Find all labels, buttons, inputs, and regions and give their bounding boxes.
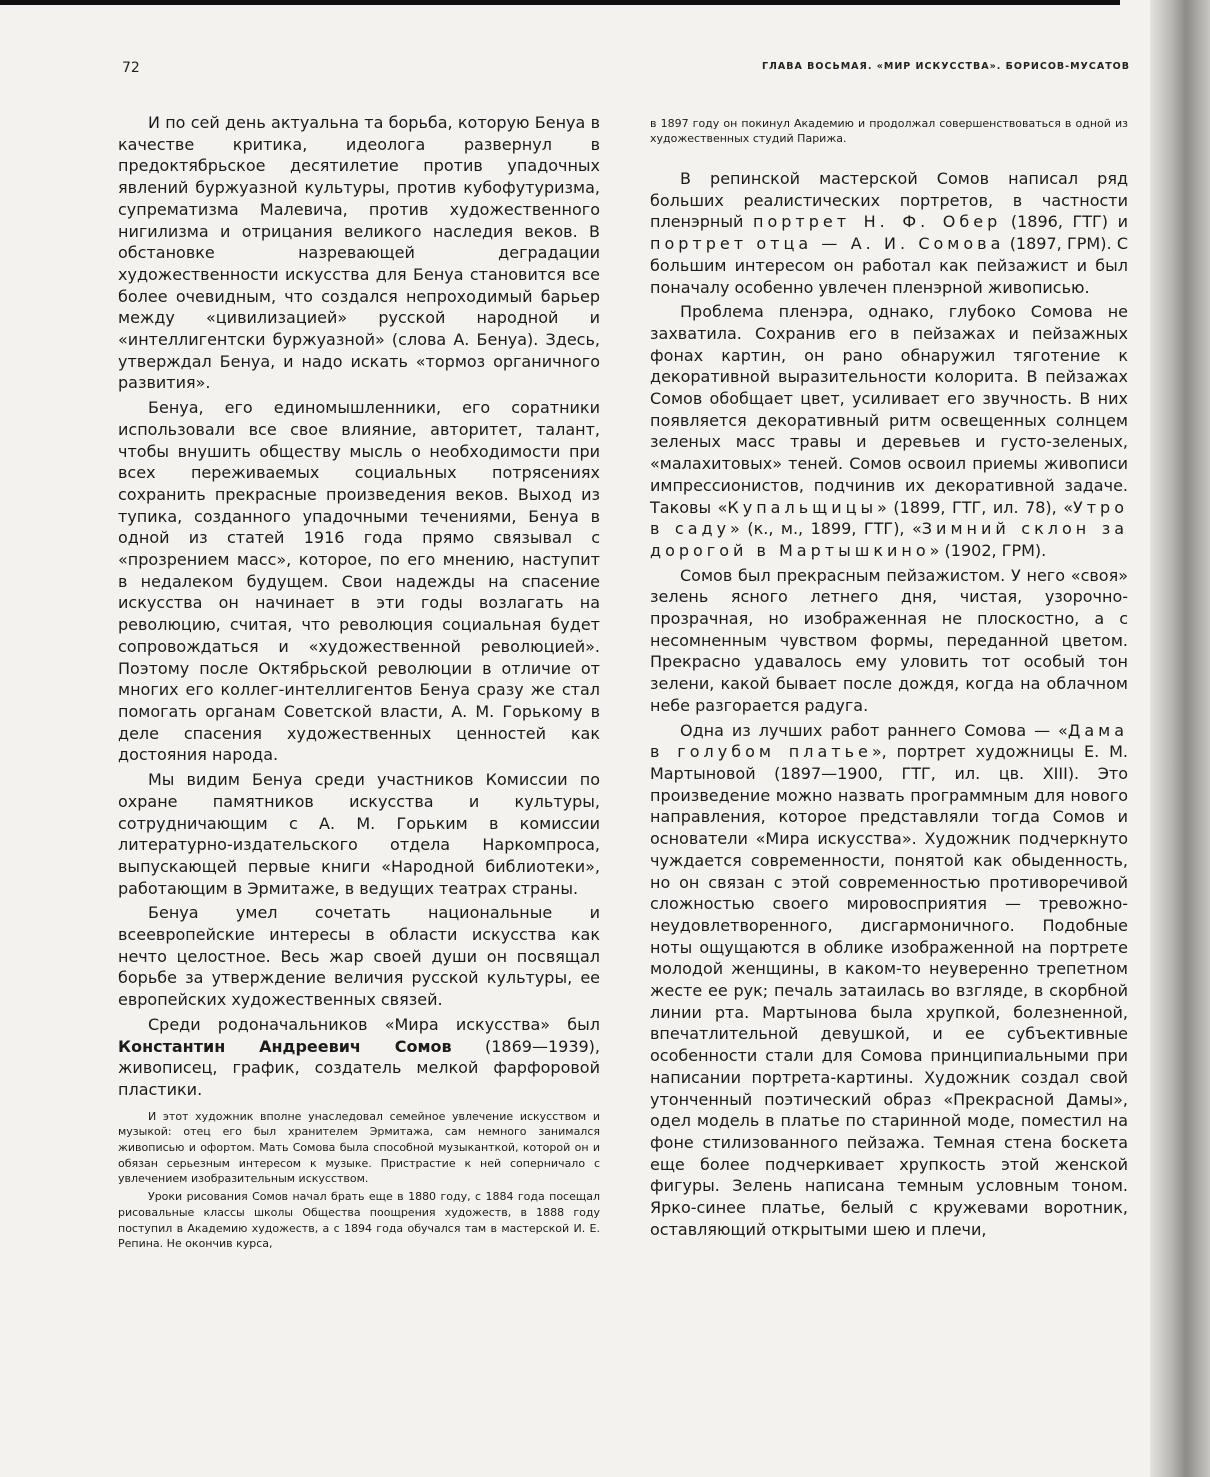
text-span: » (1902, ГРМ). bbox=[929, 540, 1047, 560]
artwork-title: Утро в саду bbox=[650, 497, 1128, 539]
artwork-title: Дама в голубом платье bbox=[650, 720, 1128, 762]
artwork-title: портрет отца — А. И. Сомова bbox=[650, 234, 1005, 254]
left-column bbox=[118, 112, 600, 1254]
paragraph bbox=[650, 720, 1128, 1241]
text-span: Среди родоначальников «Мира искусства» был bbox=[148, 1014, 600, 1034]
paragraph bbox=[650, 301, 1128, 561]
paragraph: Бенуа, его единомышленники, его соратники использовали все свое влияние, авторитет, талант, чтобы внушить обществу мысль о необходимости при всех переживаемых социальных потрясениях сохранить прекрасные произведения веков. Выход из тупика, созданного упадочными течениями, Бенуа в одной из статей 1916 года прямо связывал с «прозрением масс», которое, по его мнению, наступит в недалеком будущем. Свои надежды на спасение искусства он начинает в эти годы возлагать на революцию, считая, что революция социальная будет сопровождаться и «художественной революцией». Поэтому после Октябрьской революции в отличие от многих его коллег-интеллигентов Бенуа сразу же стал помогать органам Советской власти, А. М. Горькому в деле спасения художественных ценностей как достояния народа. bbox=[118, 398, 600, 765]
paragraph bbox=[650, 168, 1128, 298]
artwork-title: Купальщицы bbox=[727, 497, 878, 517]
paragraph: Бенуа умел сочетать национальные и всеевропейские интересы в области искусства как нечто целостное. Весь жар своей души он посвящал борьбе за утверждение величия русской культуры, ее европейских художественных связей. bbox=[118, 903, 600, 1010]
text-span: В репинской мастерской Сомов написал ряд больших реалистических портретов, в частности пленэрный bbox=[650, 169, 1128, 232]
text-span: (1896, ГТГ) и bbox=[1001, 212, 1128, 232]
paragraph: И по сей день актуальна та борьба, которую Бенуа в качестве критика, идеолога развернул в предоктябрьское десятилетие против упадочных явлений буржуазной культуры, против кубофутуризма, супрематизма Малевича, против художественного нигилизма и отрицания великого наследия веков. В обстановке назревающей деградации художественности искусства для Бенуа становится все более очевидным, что создался непроходимый барьер между «цивилизацией» русской народной и «интеллигентски буржуазной» (слова А. Бенуа). Здесь, утверждал Бенуа, и надо искать «тормоз органичного развития». bbox=[118, 113, 600, 393]
artist-name: Константин Андреевич Сомов bbox=[118, 1036, 452, 1056]
text-span: Проблема пленэра, однако, глубоко Сомова не захватила. Сохранив его в пейзажах и пейзажных фонах картин, он рано обнаружил тяготение к декоративной выразительности колорита. В пейзажах Сомов обобщает цвет, усиливает его звучность. В них появляется декоративный ритм освещенных солнцем зеленых масс травы и деревьев и густо-зеленых, «малахитовых» теней. Сомов освоил приемы живописи импрессионистов, подчинив их декоративной задаче. Таковы « bbox=[650, 302, 1128, 517]
biographical-note-continued: в 1897 году он покинул Академию и продолжал совершенствоваться в одной из художественных студий Парижа. bbox=[650, 117, 1128, 145]
biographical-note: И этот художник вполне унаследовал семейное увлечение искусством и музыкой: отец его был хранителем Эрмитажа, сам немного занимался живописью и офортом. Мать Сомова была способной музыканткой, которой он и обязан серьезным интересом к музыке. Пристрастие к ней соперничало с увлечением изобразительным искусством. bbox=[118, 1109, 600, 1186]
text-span: » (к., м., 1899, ГТГ), « bbox=[730, 519, 922, 539]
text-span: Одна из лучших работ раннего Сомова — « bbox=[680, 720, 1068, 740]
paragraph: Сомов был прекрасным пейзажистом. У него «своя» зелень ясного летнего дня, чистая, узорочно-прозрачная, но изображенная не плоскостно, а с несомненным чувством формы, переданной цветом. Прекрасно удавалось ему уловить тот особый тон зелени, какой бывает после дождя, когда на облачном небе разгорается радуга. bbox=[650, 565, 1128, 715]
artwork-title: Зимний склон за дорогой в Мартышкино bbox=[650, 519, 1128, 560]
running-head: ГЛАВА ВОСЬМАЯ. «МИР ИСКУССТВА». БОРИСОВ-МУСАТОВ bbox=[761, 61, 1130, 72]
book-binding-shadow bbox=[1150, 0, 1210, 1477]
text-span: (1869—1939), живописец, график, создатель мелкой фарфоровой пластики. bbox=[118, 1036, 601, 1099]
text-span: » (1899, ГТГ, ил. 78), « bbox=[877, 497, 1073, 517]
page-number: 72 bbox=[122, 60, 140, 76]
page-top-edge bbox=[0, 0, 1120, 5]
paragraph: Мы видим Бенуа среди участников Комиссии по охране памятников искусства и культуры, сотрудничающим с А. М. Горьким в комиссии литературно-издательского отдела Наркомпроса, выпускающей первые книги «Народной библиотеки», работающим в Эрмитаже, в ведущих театрах страны. bbox=[118, 770, 600, 898]
right-column bbox=[650, 116, 1128, 1243]
biographical-note: Уроки рисования Сомов начал брать еще в 1880 году, с 1884 года посещал рисовальные классы школы Общества поощрения художеств, в 1888 году поступил в Академию художеств, а с 1894 года обучался там в мастерской И. Е. Репина. Не окончив курса, bbox=[118, 1190, 600, 1251]
text-span: (1897, ГРМ). С большим интересом он работал как пейзажист и был поначалу особенно увлечен пленэрной живописью. bbox=[650, 234, 1129, 297]
paragraph-somov-intro bbox=[118, 1014, 600, 1101]
artwork-title: портрет Н. Ф. Обер bbox=[753, 212, 1002, 232]
text-span: », портрет художницы Е. М. Мартыновой (1897—1900, ГТГ, ил. цв. XIII). Это произведение можно назвать программным для нового направления, которое представляли тогда Сомов и основатели «Мира искусства». Художник подчеркнуто чуждается современности, понятой как обыденность, но он связан с этой современностью противоречивой сложностью своего мировосприятия — тревожно-неудовлетворенного, дисгармоничного. Подобные ноты ощущаются в облике изображенной на портрете молодой женщины, в каком-то неуверенно трепетном жесте ее рук; печаль затаилась во взгляде, в скорбной линии рта. Мартынова была хрупкой, болезненной, впечатлительной девушкой, и ее субъективные особенности стали для Сомова принципиальными при написании портрета-картины. Художник создал свой утонченный поэтический образ «Прекрасной Дамы», одел модель в платье по старинной моде, поместил на фоне стилизованного пейзажа. Темная стена боскета еще более подчеркивает хрупкость этой женской фигуры. Зелень написана темным условным тоном. Ярко-синее платье, белый с кружевами воротник, оставляющий открытыми шею и плечи, bbox=[650, 742, 1128, 1239]
